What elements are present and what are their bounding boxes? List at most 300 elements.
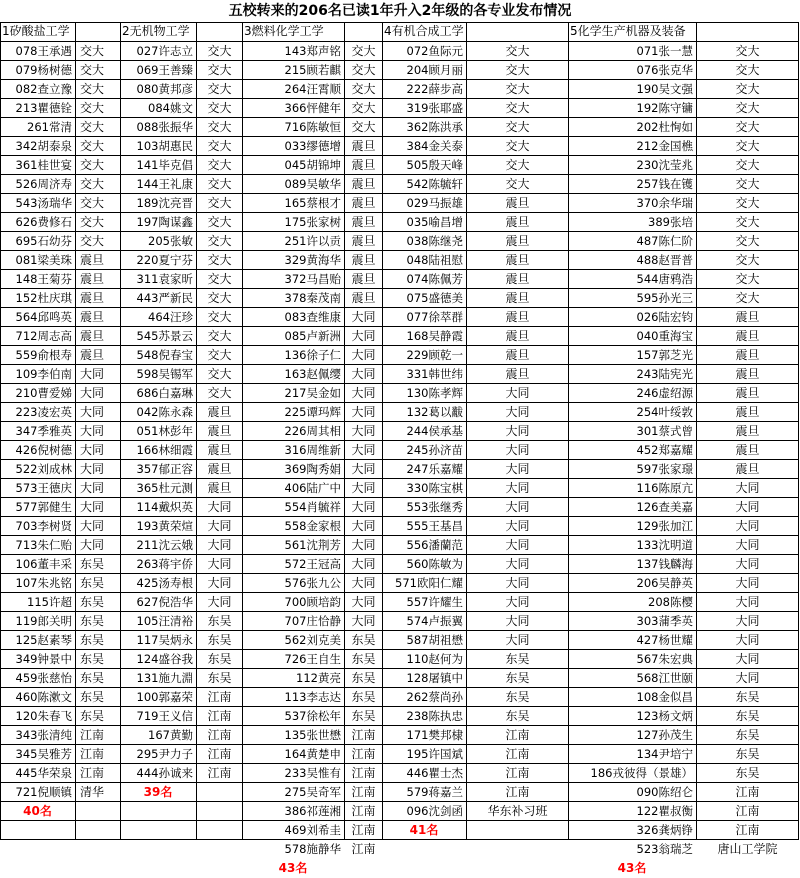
student-name-cell: 487陈仁阶 (636, 234, 693, 248)
source-school-cell: 大同 (505, 405, 530, 419)
source-school-cell: 震旦 (505, 215, 530, 229)
student-name-cell: 100郭嘉荣 (136, 690, 193, 704)
source-school-cell: 江南 (80, 728, 105, 742)
student-name-cell: 071张一慧 (636, 44, 693, 58)
student-name-cell: 562刘克美 (284, 633, 341, 647)
student-name-cell: 112黄亮 (296, 671, 341, 685)
source-school-cell: 交大 (735, 82, 760, 96)
student-name-cell: 081梁美珠 (15, 253, 72, 267)
student-name-cell: 244侯承基 (406, 424, 463, 438)
source-school-cell: 东吴 (80, 690, 105, 704)
student-name-cell: 192陈守镛 (636, 101, 693, 115)
student-name-cell: 537徐松年 (284, 709, 341, 723)
source-school-cell: 交大 (207, 367, 232, 381)
source-school-cell: 东吴 (207, 671, 232, 685)
source-school-cell: 东吴 (505, 671, 530, 685)
source-school-cell: 震旦 (505, 234, 530, 248)
student-name-cell: 311袁家昕 (136, 272, 193, 286)
source-school-cell: 震旦 (80, 310, 105, 324)
source-school-cell: 震旦 (80, 291, 105, 305)
student-name-cell: 443严新民 (136, 291, 193, 305)
student-name-cell: 226周其相 (284, 424, 341, 438)
student-name-cell: 452郑嘉耀 (636, 443, 693, 457)
source-school-cell: 交大 (207, 291, 232, 305)
student-name-cell: 114戴炽英 (136, 500, 193, 514)
source-school-cell: 交大 (505, 101, 530, 115)
source-school-cell: 交大 (505, 177, 530, 191)
source-school-cell: 震旦 (735, 424, 760, 438)
student-name-cell: 113李志达 (284, 690, 341, 704)
student-name-cell: 135张世懋 (284, 728, 341, 742)
source-school-cell: 震旦 (351, 196, 376, 210)
source-school-cell: 交大 (735, 272, 760, 286)
group-count-2: 39名 (143, 785, 173, 799)
student-name-cell: 222薛步高 (406, 82, 463, 96)
student-name-cell: 120朱春飞 (15, 709, 72, 723)
student-name-cell: 713朱仁贻 (15, 538, 72, 552)
source-school-cell: 大同 (505, 500, 530, 514)
source-school-cell: 交大 (351, 63, 376, 77)
student-name-cell: 301蔡式曾 (636, 424, 693, 438)
source-school-cell: 震旦 (505, 329, 530, 343)
student-name-cell: 254叶绥敦 (636, 405, 693, 419)
spreadsheet-table (0, 22, 800, 875)
source-school-cell: 东吴 (80, 557, 105, 571)
source-school-cell: 震旦 (735, 310, 760, 324)
group-header-5: 5化学生产机器及装备 (570, 24, 686, 38)
student-name-cell: 726王自生 (284, 652, 341, 666)
student-name-cell: 522刘成林 (15, 462, 72, 476)
student-name-cell: 122瞿叔衡 (636, 804, 693, 818)
student-name-cell: 362陈洪承 (406, 120, 463, 134)
student-name-cell: 175张家树 (284, 215, 341, 229)
student-name-cell: 033缪德增 (284, 139, 341, 153)
student-name-cell: 464汪珍 (148, 310, 193, 324)
source-school-cell: 大同 (735, 652, 760, 666)
source-school-cell: 大同 (505, 462, 530, 476)
student-name-cell: 587胡祖懋 (406, 633, 463, 647)
source-school-cell: 震旦 (80, 329, 105, 343)
student-name-cell: 568江世颐 (636, 671, 693, 685)
source-school-cell: 东吴 (505, 709, 530, 723)
group-header-4: 4有机合成工学 (384, 24, 464, 38)
source-school-cell: 交大 (80, 101, 105, 115)
source-school-cell: 交大 (80, 63, 105, 77)
student-name-cell: 243陆宪光 (636, 367, 693, 381)
student-name-cell: 544唐鸦浩 (636, 272, 693, 286)
student-name-cell: 130陈孝辉 (406, 386, 463, 400)
source-school-cell: 大同 (505, 595, 530, 609)
student-name-cell: 190吴文强 (636, 82, 693, 96)
source-school-cell: 交大 (735, 253, 760, 267)
group-count-5: 43名 (617, 861, 647, 875)
source-school-cell: 交大 (735, 63, 760, 77)
student-name-cell: 577郭健生 (15, 500, 72, 514)
student-name-cell: 303蒲季英 (636, 614, 693, 628)
student-name-cell: 132葛以黻 (406, 405, 463, 419)
source-school-cell: 震旦 (505, 310, 530, 324)
source-school-cell: 大同 (735, 481, 760, 495)
student-name-cell: 559俞根寿 (15, 348, 72, 362)
student-name-cell: 578施静华 (284, 842, 341, 856)
source-school-cell: 东吴 (351, 633, 376, 647)
source-school-cell: 大同 (505, 443, 530, 457)
source-school-cell: 交大 (207, 196, 232, 210)
source-school-cell: 交大 (207, 44, 232, 58)
student-name-cell: 329黄海华 (284, 253, 341, 267)
student-name-cell: 080黄邦彦 (136, 82, 193, 96)
student-name-cell: 110赵何为 (406, 652, 463, 666)
source-school-cell: 交大 (505, 120, 530, 134)
student-name-cell: 193黄荣煊 (136, 519, 193, 533)
source-school-cell: 交大 (207, 386, 232, 400)
student-name-cell: 105汪清裕 (136, 614, 193, 628)
source-school-cell: 交大 (351, 120, 376, 134)
source-school-cell: 江南 (735, 823, 760, 837)
source-school-cell: 东吴 (735, 690, 760, 704)
source-school-cell: 大同 (351, 386, 376, 400)
source-school-cell: 东吴 (735, 747, 760, 761)
source-school-cell: 交大 (207, 272, 232, 286)
source-school-cell: 震旦 (505, 348, 530, 362)
source-school-cell: 江南 (351, 747, 376, 761)
source-school-cell: 震旦 (207, 481, 232, 495)
source-school-cell: 大同 (351, 443, 376, 457)
student-name-cell: 129张加江 (636, 519, 693, 533)
source-school-cell: 江南 (351, 766, 376, 780)
source-school-cell: 东吴 (80, 633, 105, 647)
student-name-cell: 042陈永森 (136, 405, 193, 419)
student-name-cell: 072鱼际元 (406, 44, 463, 58)
student-name-cell: 445华荣泉 (15, 766, 72, 780)
source-school-cell: 江南 (505, 747, 530, 761)
source-school-cell: 交大 (207, 120, 232, 134)
source-school-cell: 东吴 (80, 576, 105, 590)
student-name-cell: 167黄勤 (148, 728, 193, 742)
student-name-cell: 469刘希圭 (284, 823, 341, 837)
student-name-cell: 365杜元测 (136, 481, 193, 495)
group-count-3: 43名 (278, 861, 308, 875)
source-school-cell: 震旦 (735, 329, 760, 343)
source-school-cell: 江南 (207, 709, 232, 723)
student-name-cell: 134尹培宁 (636, 747, 693, 761)
student-name-cell: 345吴雅芳 (15, 747, 72, 761)
student-name-cell: 116陈原亢 (636, 481, 693, 495)
student-name-cell: 229顾乾一 (406, 348, 463, 362)
source-school-cell: 交大 (80, 120, 105, 134)
source-school-cell: 江南 (735, 785, 760, 799)
student-name-cell: 595孙光三 (636, 291, 693, 305)
source-school-cell: 交大 (207, 253, 232, 267)
source-school-cell: 东吴 (80, 709, 105, 723)
source-school-cell: 交大 (80, 234, 105, 248)
source-school-cell: 大同 (735, 595, 760, 609)
student-name-cell: 166林细霞 (136, 443, 193, 457)
source-school-cell: 大同 (735, 557, 760, 571)
source-school-cell: 江南 (207, 747, 232, 761)
student-name-cell: 523翁瑞芝 (636, 842, 693, 856)
source-school-cell: 江南 (207, 766, 232, 780)
student-name-cell: 109李伯南 (15, 367, 72, 381)
student-name-cell: 096沈剑函 (406, 804, 463, 818)
student-name-cell: 106董丰采 (15, 557, 72, 571)
source-school-cell: 东吴 (207, 633, 232, 647)
source-school-cell: 江南 (207, 728, 232, 742)
source-school-cell: 大同 (735, 519, 760, 533)
source-school-cell: 震旦 (351, 215, 376, 229)
source-school-cell: 江南 (351, 804, 376, 818)
source-school-cell: 大同 (735, 500, 760, 514)
student-name-cell: 246虚绍源 (636, 386, 693, 400)
source-school-cell: 震旦 (505, 291, 530, 305)
source-school-cell: 震旦 (80, 272, 105, 286)
student-name-cell: 136徐子仁 (284, 348, 341, 362)
student-name-cell: 349钟景中 (15, 652, 72, 666)
source-school-cell: 大同 (735, 538, 760, 552)
student-name-cell: 085卢新洲 (284, 329, 341, 343)
student-name-cell: 152杜庆琪 (15, 291, 72, 305)
student-name-cell: 133沈明道 (636, 538, 693, 552)
student-name-cell: 204顾月丽 (406, 63, 463, 77)
source-school-cell: 唐山工学院 (717, 842, 778, 856)
grid-column-line (798, 22, 799, 840)
student-name-cell: 275吴奇军 (284, 785, 341, 799)
student-name-cell: 210曹爱娣 (15, 386, 72, 400)
student-name-cell: 295尹力子 (136, 747, 193, 761)
source-school-cell: 大同 (351, 348, 376, 362)
student-name-cell: 366怦健年 (284, 101, 341, 115)
student-name-cell: 088张振华 (136, 120, 193, 134)
source-school-cell: 震旦 (351, 177, 376, 191)
student-name-cell: 148王菊芬 (15, 272, 72, 286)
student-name-cell: 197陶谋鑫 (136, 215, 193, 229)
student-name-cell: 126查美嘉 (636, 500, 693, 514)
source-school-cell: 江南 (735, 804, 760, 818)
source-school-cell: 大同 (207, 500, 232, 514)
student-name-cell: 571欧阳仁耀 (395, 576, 463, 590)
student-name-cell: 262蔡尚孙 (406, 690, 463, 704)
student-name-cell: 189沈亮晋 (136, 196, 193, 210)
student-name-cell: 217吴金如 (284, 386, 341, 400)
source-school-cell: 清华 (80, 785, 105, 799)
source-school-cell: 东吴 (80, 671, 105, 685)
student-name-cell: 208陈樱 (648, 595, 693, 609)
student-name-cell: 131施九淵 (136, 671, 193, 685)
source-school-cell: 大同 (80, 386, 105, 400)
source-school-cell: 东吴 (80, 652, 105, 666)
student-name-cell: 721倪顺镇 (15, 785, 72, 799)
source-school-cell: 东吴 (505, 652, 530, 666)
student-name-cell: 626费修石 (15, 215, 72, 229)
source-school-cell: 交大 (80, 44, 105, 58)
source-school-cell: 交大 (735, 101, 760, 115)
source-school-cell: 交大 (207, 139, 232, 153)
student-name-cell: 627倪浩华 (136, 595, 193, 609)
student-name-cell: 144王礼康 (136, 177, 193, 191)
source-school-cell: 交大 (505, 82, 530, 96)
student-name-cell: 195许国斌 (406, 747, 463, 761)
student-name-cell: 225谭玛辉 (284, 405, 341, 419)
source-school-cell: 震旦 (80, 348, 105, 362)
student-name-cell: 548倪春宝 (136, 348, 193, 362)
student-name-cell: 026陆宏钧 (636, 310, 693, 324)
source-school-cell: 交大 (80, 177, 105, 191)
source-school-cell: 震旦 (351, 139, 376, 153)
source-school-cell: 交大 (735, 177, 760, 191)
source-school-cell: 交大 (735, 139, 760, 153)
student-name-cell: 048陆祖慰 (406, 253, 463, 267)
source-school-cell: 震旦 (207, 405, 232, 419)
student-name-cell: 213瞿德铨 (15, 101, 72, 115)
source-school-cell: 交大 (505, 158, 530, 172)
source-school-cell: 大同 (735, 614, 760, 628)
student-name-cell: 143郑声铭 (284, 44, 341, 58)
source-school-cell: 江南 (505, 766, 530, 780)
source-school-cell: 交大 (505, 63, 530, 77)
student-name-cell: 040重海宝 (636, 329, 693, 343)
source-school-cell: 东吴 (351, 709, 376, 723)
source-school-cell: 交大 (80, 82, 105, 96)
student-name-cell: 165蔡根才 (284, 196, 341, 210)
source-school-cell: 交大 (207, 82, 232, 96)
student-name-cell: 233吴惟有 (284, 766, 341, 780)
source-school-cell: 大同 (207, 538, 232, 552)
student-name-cell: 220夏宁芬 (136, 253, 193, 267)
source-school-cell: 交大 (735, 215, 760, 229)
source-school-cell: 交大 (80, 139, 105, 153)
source-school-cell: 大同 (351, 614, 376, 628)
source-school-cell: 大同 (505, 576, 530, 590)
source-school-cell: 交大 (207, 215, 232, 229)
student-name-cell: 545苏景云 (136, 329, 193, 343)
student-name-cell: 115许超 (27, 595, 72, 609)
source-school-cell: 江南 (505, 785, 530, 799)
source-school-cell: 交大 (207, 348, 232, 362)
source-school-cell: 震旦 (735, 462, 760, 476)
student-name-cell: 386祁莲湘 (284, 804, 341, 818)
source-school-cell: 大同 (351, 405, 376, 419)
source-school-cell: 大同 (80, 538, 105, 552)
source-school-cell: 震旦 (351, 272, 376, 286)
source-school-cell: 震旦 (505, 253, 530, 267)
student-name-cell: 557许耀生 (406, 595, 463, 609)
student-name-cell: 076张克华 (636, 63, 693, 77)
student-name-cell: 108金似昌 (636, 690, 693, 704)
student-name-cell: 700顾培韵 (284, 595, 341, 609)
source-school-cell: 震旦 (735, 405, 760, 419)
student-name-cell: 035喻昌增 (406, 215, 463, 229)
source-school-cell: 大同 (207, 576, 232, 590)
source-school-cell: 大同 (80, 405, 105, 419)
source-school-cell: 大同 (207, 519, 232, 533)
source-school-cell: 大同 (80, 443, 105, 457)
student-name-cell: 378秦茂南 (284, 291, 341, 305)
source-school-cell: 东吴 (80, 595, 105, 609)
student-name-cell: 083查维康 (284, 310, 341, 324)
student-name-cell: 164黄楚申 (284, 747, 341, 761)
student-name-cell: 370余华瑞 (636, 196, 693, 210)
student-name-cell: 555王基昌 (406, 519, 463, 533)
student-name-cell: 211沈云娥 (136, 538, 193, 552)
student-name-cell: 576张九公 (284, 576, 341, 590)
source-school-cell: 华东补习班 (487, 804, 548, 818)
source-school-cell: 大同 (80, 367, 105, 381)
student-name-cell: 526周济寿 (15, 177, 72, 191)
student-name-cell: 090陈绍仑 (636, 785, 693, 799)
student-name-cell: 163赵佩缨 (284, 367, 341, 381)
student-name-cell: 361桂世宴 (15, 158, 72, 172)
student-name-cell: 082查立豫 (15, 82, 72, 96)
source-school-cell: 交大 (207, 158, 232, 172)
student-name-cell: 186戎彼得（景雄） (590, 766, 693, 780)
student-name-cell: 171樊邦棣 (406, 728, 463, 742)
source-school-cell: 东吴 (207, 652, 232, 666)
source-school-cell: 大同 (735, 576, 760, 590)
source-school-cell: 震旦 (80, 253, 105, 267)
student-name-cell: 459张慈怡 (15, 671, 72, 685)
student-name-cell: 446瞿士杰 (406, 766, 463, 780)
source-school-cell: 大同 (351, 557, 376, 571)
student-name-cell: 264汪霄顺 (284, 82, 341, 96)
student-name-cell: 261常清 (27, 120, 72, 134)
source-school-cell: 大同 (351, 481, 376, 495)
source-school-cell: 东吴 (207, 614, 232, 628)
student-name-cell: 069王善臻 (136, 63, 193, 77)
source-school-cell: 交大 (735, 234, 760, 248)
source-school-cell: 大同 (505, 557, 530, 571)
source-school-cell: 大同 (80, 481, 105, 495)
source-school-cell: 东吴 (505, 690, 530, 704)
source-school-cell: 大同 (351, 576, 376, 590)
student-name-cell: 560陈敏为 (406, 557, 463, 571)
student-name-cell: 369陶秀娟 (284, 462, 341, 476)
source-school-cell: 大同 (351, 424, 376, 438)
student-name-cell: 695石幼芬 (15, 234, 72, 248)
student-name-cell: 719王义信 (136, 709, 193, 723)
student-name-cell: 505殷天峰 (406, 158, 463, 172)
source-school-cell: 交大 (207, 310, 232, 324)
student-name-cell: 342胡泰泉 (15, 139, 72, 153)
student-name-cell: 051林彭年 (136, 424, 193, 438)
student-name-cell: 124盛谷我 (136, 652, 193, 666)
source-school-cell: 大同 (505, 481, 530, 495)
source-school-cell: 东吴 (735, 709, 760, 723)
student-name-cell: 564邱鸣英 (15, 310, 72, 324)
source-school-cell: 大同 (80, 462, 105, 476)
student-name-cell: 343张清纯 (15, 728, 72, 742)
student-name-cell: 137钱麟海 (636, 557, 693, 571)
student-name-cell: 330陈宝棋 (406, 481, 463, 495)
student-name-cell: 029马振雄 (406, 196, 463, 210)
student-name-cell: 372马昌贻 (284, 272, 341, 286)
student-name-cell: 331韩世纬 (406, 367, 463, 381)
student-name-cell: 089吴敏华 (284, 177, 341, 191)
source-school-cell: 大同 (505, 633, 530, 647)
student-name-cell: 716陈敏恒 (284, 120, 341, 134)
student-name-cell: 107朱兆铭 (15, 576, 72, 590)
source-school-cell: 震旦 (207, 462, 232, 476)
source-school-cell: 震旦 (207, 443, 232, 457)
source-school-cell: 大同 (505, 614, 530, 628)
student-name-cell: 558金家根 (284, 519, 341, 533)
source-school-cell: 震旦 (735, 443, 760, 457)
student-name-cell: 119郎关明 (15, 614, 72, 628)
source-school-cell: 大同 (351, 538, 376, 552)
source-school-cell: 震旦 (505, 196, 530, 210)
source-school-cell: 震旦 (735, 348, 760, 362)
student-name-cell: 223凌宏英 (15, 405, 72, 419)
source-school-cell: 交大 (207, 101, 232, 115)
